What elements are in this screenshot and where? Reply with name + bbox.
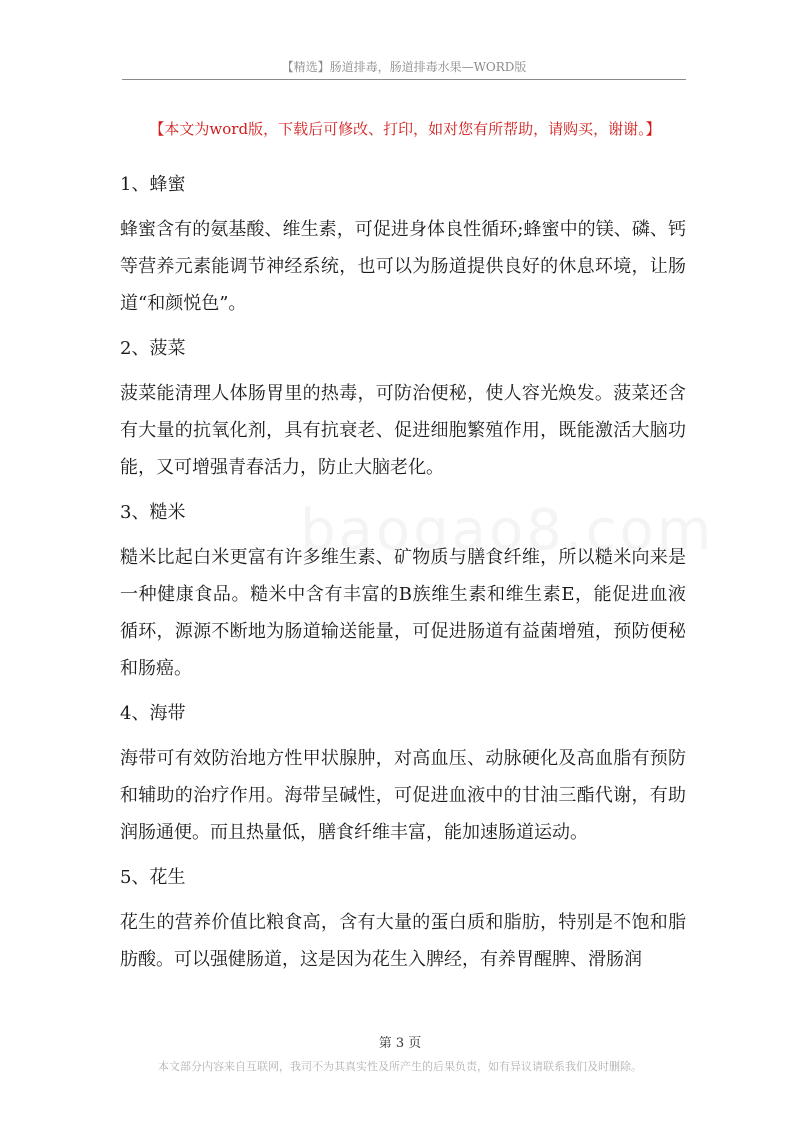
purchase-notice: 【本文为word版，下载后可修改、打印，如对您有所帮助，请购买，谢谢。】: [149, 120, 661, 138]
section-body: 花生的营养价值比粮食高，含有大量的蛋白质和脂肪，特别是不饱和脂肪酸。可以强健肠道，这是因为花生入脾经，有养胃醒脾、滑肠润: [120, 912, 686, 970]
page-number: 第 3 页: [378, 1036, 422, 1051]
section-heading: 5、花生: [120, 867, 186, 888]
section-body: 蜂蜜含有的氨基酸、维生素，可促进身体良性循环;蜂蜜中的镁、磷、钙等营养元素能调节神经系统，也可以为肠道提供良好的休息环境，让肠道“和颜悦色”。: [120, 219, 686, 314]
section-body: 糙米比起白米更富有许多维生素、矿物质与膳食纤维，所以糙米向来是一种健康食品。糙米中含有丰富的B族维生素和维生素E，能促进血液循环，源源不断地为肠道输送能量，可促进肠道有益菌增殖，预防便秘和肠癌。: [120, 547, 686, 679]
document-body: [120, 166, 686, 986]
section-body: 海带可有效防治地方性甲状腺肿，对高血压、动脉硬化及高血脂有预防和辅助的治疗作用。海带呈碱性，可促进血液中的甘油三酯代谢，有助润肠通便。而且热量低，膳食纤维丰富，能加速肠道运动。: [120, 748, 686, 843]
section-heading: 2、菠菜: [120, 338, 186, 359]
section-heading: 4、海带: [120, 703, 186, 724]
section-body: 菠菜能清理人体肠胃里的热毒，可防治便秘，使人容光焕发。菠菜还含有大量的抗氧化剂，具有抗衰老、促进细胞繁殖作用，既能激活大脑功能，又可增强青春活力，防止大脑老化。: [120, 383, 686, 478]
section-heading: 1、蜂蜜: [120, 174, 186, 195]
footer-disclaimer: 本文部分内容来自互联网，我司不为其真实性及所产生的后果负责，如有异议请联系我们及时删除。: [158, 1060, 642, 1073]
running-header: 【精选】肠道排毒，肠道排毒水果—WORD版: [122, 58, 686, 80]
section-heading: 3、糙米: [120, 502, 186, 523]
